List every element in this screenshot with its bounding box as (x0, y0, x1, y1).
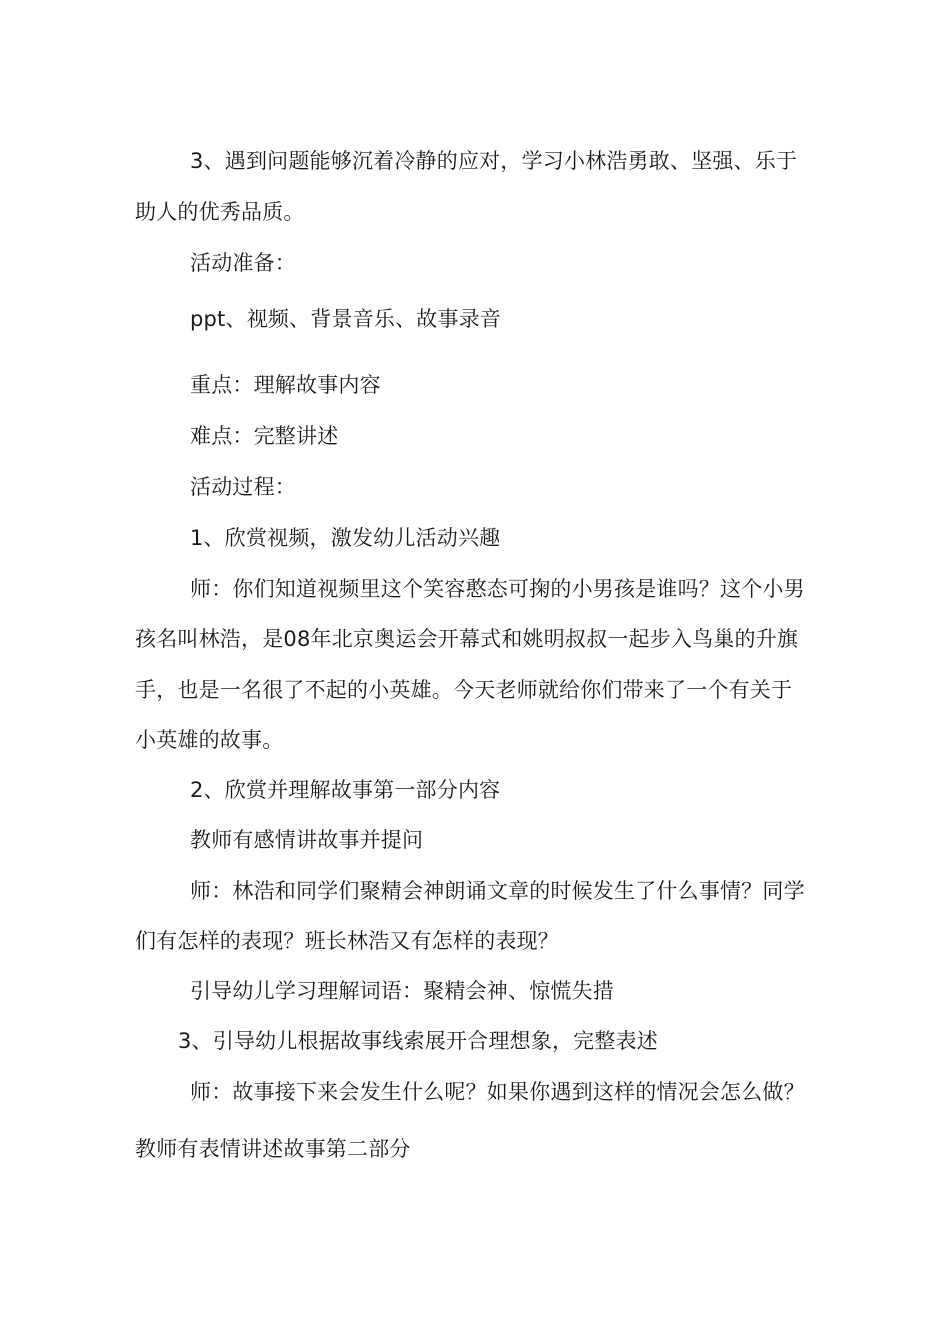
text-line: 们有怎样的表现？班长林浩又有怎样的表现？ (135, 929, 559, 953)
text-line: 助人的优秀品质。 (135, 200, 305, 224)
text-line: 1、欣赏视频，激发幼儿活动兴趣 (190, 526, 501, 550)
text-line: 师：林浩和同学们聚精会神朗诵文章的时候发生了什么事情？同学 (190, 879, 805, 903)
text-line: 师：你们知道视频里这个笑容憨态可掬的小男孩是谁吗？这个小男 (190, 577, 805, 601)
text-line: 孩名叫林浩，是08年北京奥运会开幕式和姚明叔叔一起步入鸟巢的升旗 (135, 627, 799, 651)
text-line: 3、遇到问题能够沉着冷静的应对，学习小林浩勇敢、坚强、乐于 (190, 149, 798, 173)
text-line: 活动过程： (190, 475, 296, 499)
text-line: 2、欣赏并理解故事第一部分内容 (190, 778, 501, 802)
text-line: 活动准备： (190, 251, 296, 275)
text-line: 重点：理解故事内容 (190, 373, 381, 397)
text-line: 教师有表情讲述故事第二部分 (135, 1137, 411, 1161)
text-line: 引导幼儿学习理解词语：聚精会神、惊慌失措 (190, 979, 614, 1003)
text-line: ppt、视频、背景音乐、故事录音 (190, 307, 502, 331)
text-line: 教师有感情讲故事并提问 (190, 828, 424, 852)
text-line: 小英雄的故事。 (135, 728, 284, 752)
text-line: 3、引导幼儿根据故事线索展开合理想象，完整表述 (178, 1029, 658, 1053)
text-line: 难点：完整讲述 (190, 424, 339, 448)
text-line: 师：故事接下来会发生什么呢？如果你遇到这样的情况会怎么做？ (190, 1080, 805, 1104)
text-line: 手，也是一名很了不起的小英雄。今天老师就给你们带来了一个有关于 (135, 678, 793, 702)
